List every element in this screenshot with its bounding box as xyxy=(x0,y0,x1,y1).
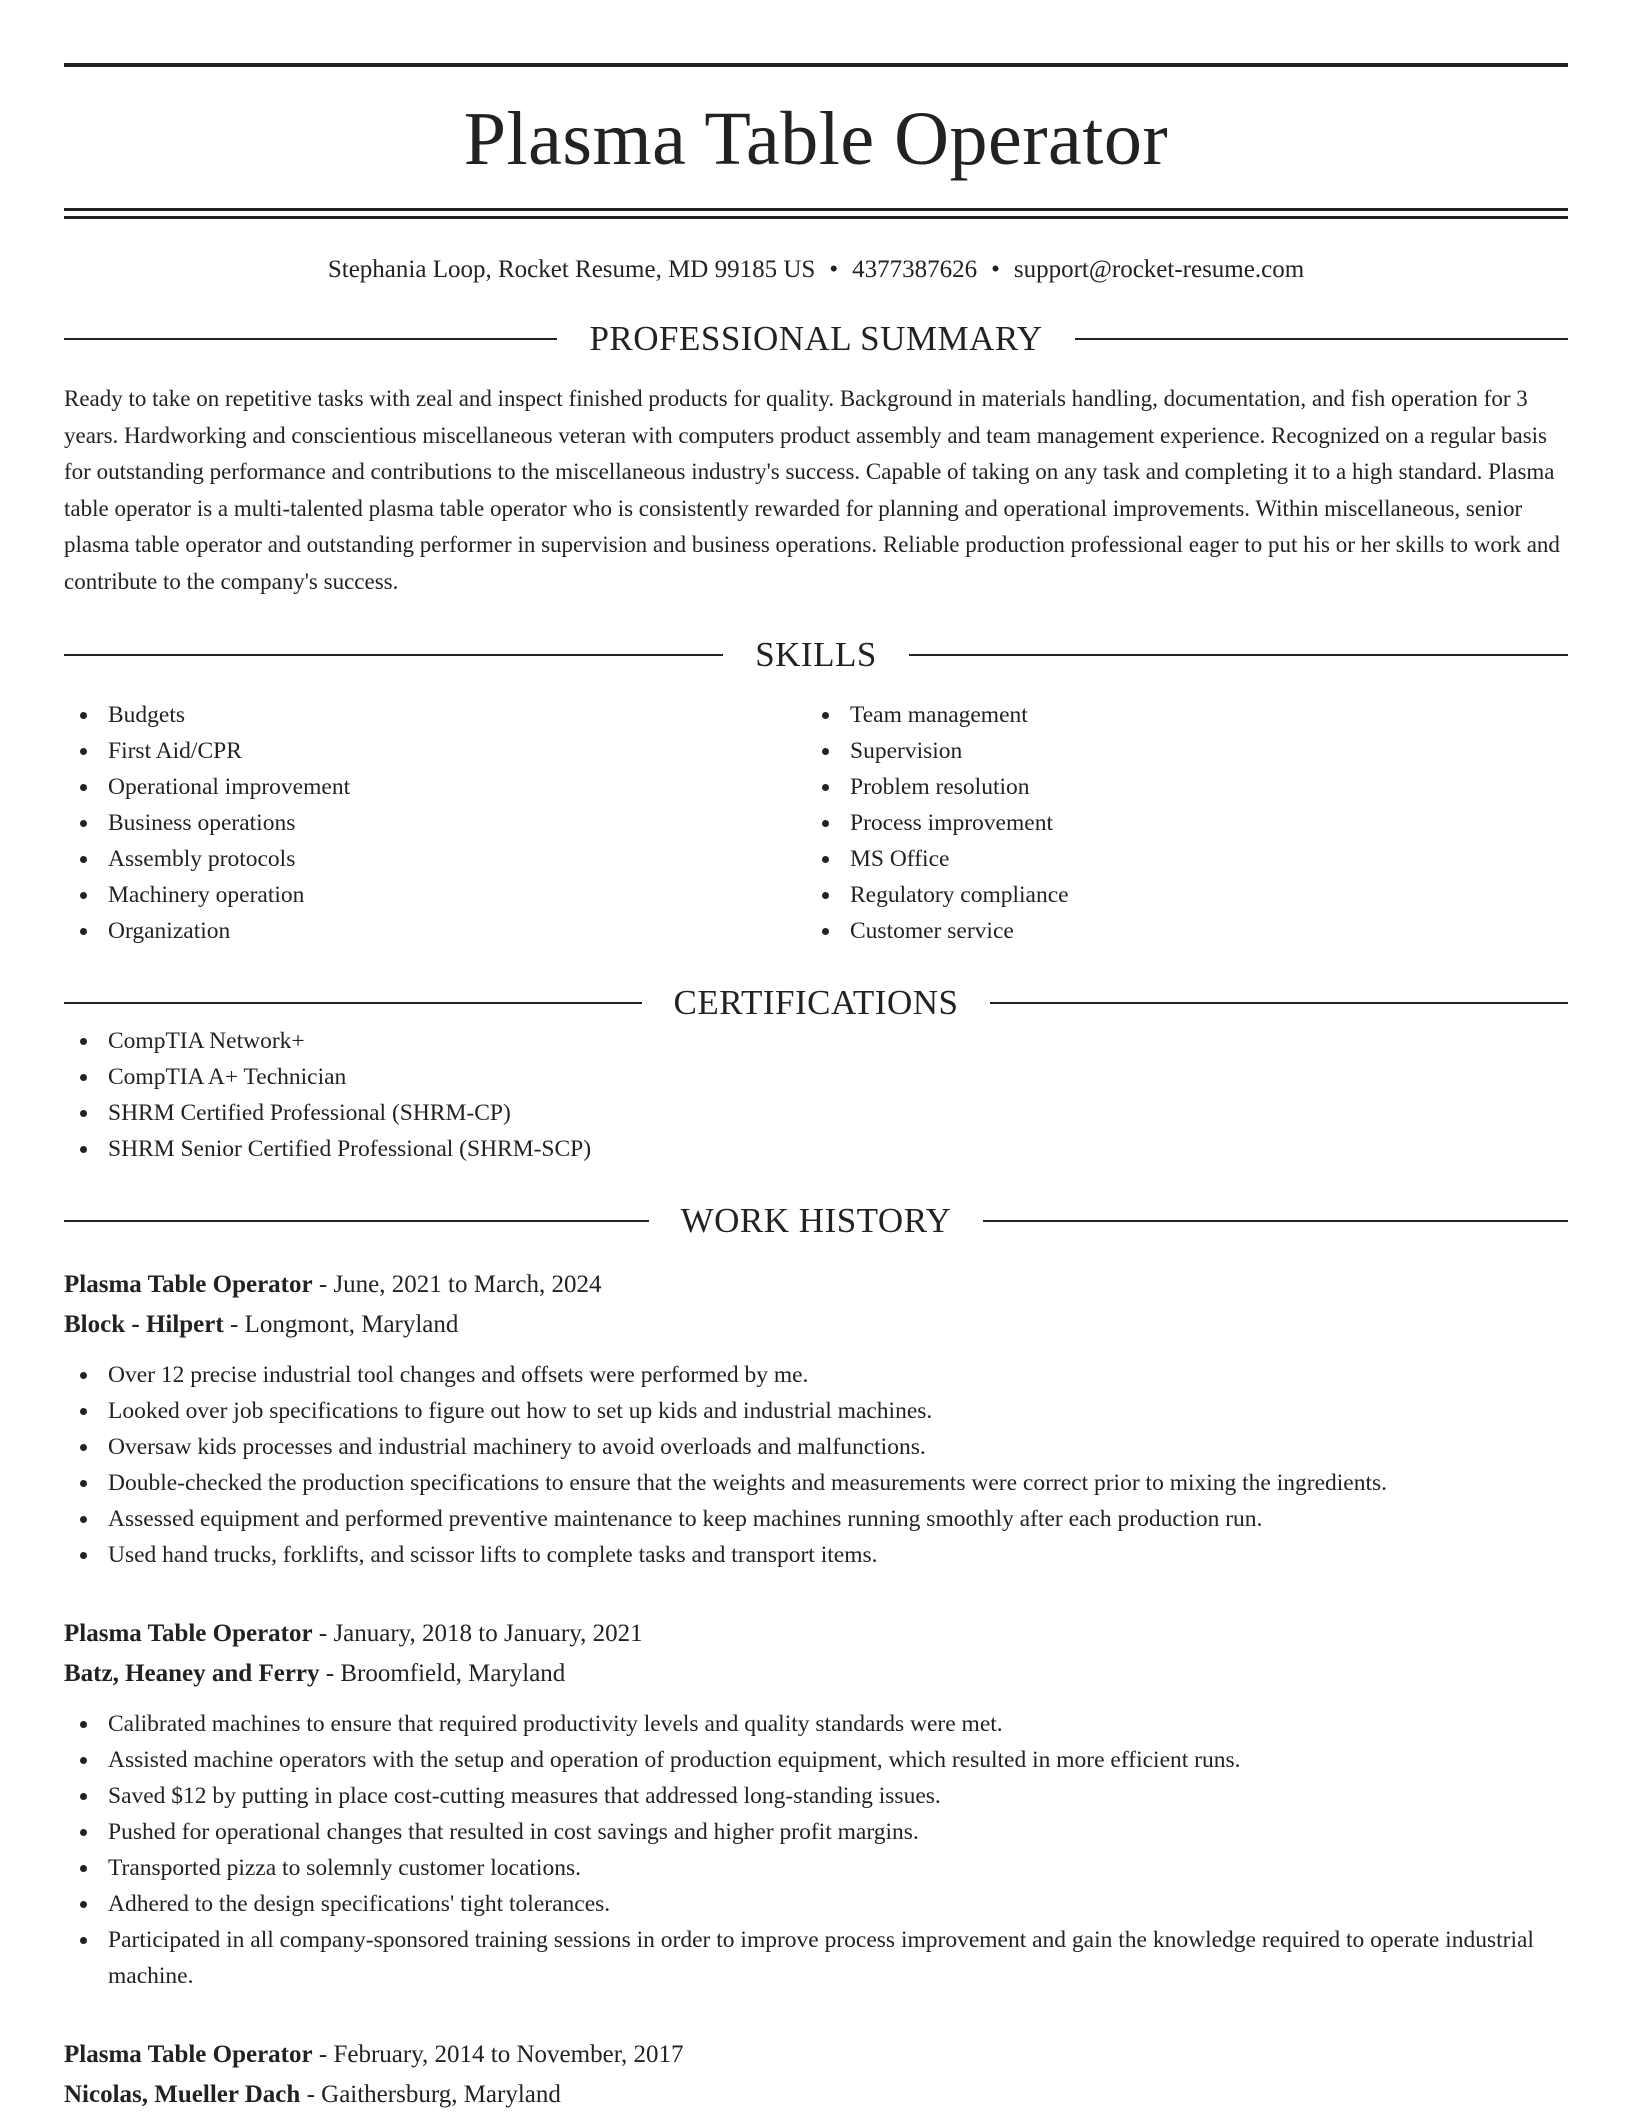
skills-column-left xyxy=(64,697,806,949)
resume-title: Plasma Table Operator xyxy=(463,97,1169,181)
job-bullet: Transported pizza to solemnly customer locations. xyxy=(64,1850,1568,1886)
summary-text: Ready to take on repetitive tasks with zeal and inspect finished products for quality. Background in materials handling, documentation, and fish operation for 3 years. Hardworking and conscientious miscellaneous veteran with computers product assembly and team management experience. Recognized on a regular basis for outstanding performance and contributions to the miscellaneous industry's success. Capable of taking on any task and completing it to a high standard. Plasma table operator is a multi-talented plasma table operator who is consistently rewarded for planning and operational improvements. Within miscellaneous, senior plasma table operator and outstanding performer in supervision and business operations. Reliable production professional eager to put his or her skills to work and contribute to the company's success. xyxy=(64,386,1560,594)
skills-list xyxy=(64,697,1568,949)
job-title-line: Plasma Table Operator - February, 2014 to November, 2017 xyxy=(64,2040,684,2068)
skill-item: Business operations xyxy=(64,805,806,841)
section-title: PROFESSIONAL SUMMARY xyxy=(589,319,1043,358)
job-bullet: Pushed for operational changes that resulted in cost savings and higher profit margins. xyxy=(64,1814,1568,1850)
job-bullet: Assisted machine operators with the setup and operation of production equipment, which resulted in more efficient runs. xyxy=(64,1742,1568,1778)
skill-item: Supervision xyxy=(806,733,1548,769)
heading-rule xyxy=(64,1002,642,1004)
skill-item: Team management xyxy=(806,697,1548,733)
contact-separator: • xyxy=(991,256,1000,283)
contact-address: Stephania Loop, Rocket Resume, MD 99185 US xyxy=(327,256,816,283)
contact-email: support@rocket-resume.com xyxy=(1013,256,1305,283)
job-company-line: Block - Hilpert - Longmont, Maryland xyxy=(64,1310,459,1338)
job-dates: January, 2018 to January, 2021 xyxy=(333,1619,643,1647)
heading-rule xyxy=(64,1220,649,1222)
skill-item: First Aid/CPR xyxy=(64,733,806,769)
job-location: Longmont, Maryland xyxy=(244,1310,459,1338)
job-entry xyxy=(64,1614,1568,1994)
skill-item: Assembly protocols xyxy=(64,841,806,877)
job-bullet: Assessed equipment and performed preventive maintenance to keep machines running smoothly after each production run. xyxy=(64,1501,1568,1537)
job-company-line: Nicolas, Mueller Dach - Gaithersburg, Maryland xyxy=(64,2080,561,2108)
certifications-list xyxy=(64,1023,1568,1167)
job-title: Plasma Table Operator xyxy=(64,1619,313,1647)
job-entry xyxy=(64,1265,1568,1573)
job-company: Block - Hilpert xyxy=(64,1310,224,1338)
job-title: Plasma Table Operator xyxy=(64,2040,313,2068)
job-bullet: Double-checked the production specifications to ensure that the weights and measurements were correct prior to mixing the ingredients. xyxy=(64,1465,1568,1501)
job-bullet: Calibrated machines to ensure that required productivity levels and quality standards were met. xyxy=(64,1706,1568,1742)
job-entry xyxy=(64,2035,1568,2115)
skill-item: Budgets xyxy=(64,697,806,733)
job-dates: June, 2021 to March, 2024 xyxy=(333,1270,602,1298)
skill-item: Operational improvement xyxy=(64,769,806,805)
section-heading-certifications xyxy=(64,983,1568,1023)
job-location: Gaithersburg, Maryland xyxy=(321,2080,561,2108)
job-location: Broomfield, Maryland xyxy=(340,1659,566,1687)
job-bullet: Saved $12 by putting in place cost-cutting measures that addressed long-standing issues. xyxy=(64,1778,1568,1814)
job-bullets xyxy=(64,1706,1568,1994)
contact-separator: • xyxy=(829,256,839,283)
job-company-line: Batz, Heaney and Ferry - Broomfield, Maryland xyxy=(64,1659,566,1687)
job-bullet: Participated in all company-sponsored training sessions in order to improve process improvement and gain the knowledge required to operate industrial machine. xyxy=(64,1922,1568,1994)
job-title-line: Plasma Table Operator - June, 2021 to March, 2024 xyxy=(64,1270,602,1298)
job-company: Nicolas, Mueller Dach xyxy=(64,2080,301,2108)
section-title: SKILLS xyxy=(755,634,877,674)
job-company: Batz, Heaney and Ferry xyxy=(64,1659,320,1687)
section-title: WORK HISTORY xyxy=(680,1200,952,1240)
resume-page xyxy=(64,0,1568,2115)
skill-item: Regulatory compliance xyxy=(806,877,1548,913)
section-title: CERTIFICATIONS xyxy=(673,982,959,1022)
heading-rule xyxy=(990,1002,1568,1004)
certification-item: CompTIA Network+ xyxy=(64,1023,1568,1059)
skills-column-right xyxy=(806,697,1548,949)
job-title: Plasma Table Operator xyxy=(64,1270,313,1298)
skill-item: MS Office xyxy=(806,841,1548,877)
title-double-rule xyxy=(64,208,1568,219)
contact-line xyxy=(64,255,1568,285)
heading-rule xyxy=(64,338,557,340)
job-dates: February, 2014 to November, 2017 xyxy=(333,2040,684,2068)
top-rule xyxy=(64,63,1568,67)
job-bullet: Adhered to the design specifications' tight tolerances. xyxy=(64,1886,1568,1922)
skill-item: Machinery operation xyxy=(64,877,806,913)
skill-item: Customer service xyxy=(806,913,1548,949)
contact-phone: 4377387626 xyxy=(852,256,978,283)
job-bullets xyxy=(64,1357,1568,1573)
section-heading-work-history xyxy=(64,1201,1568,1241)
section-heading-summary xyxy=(64,319,1568,359)
job-bullet: Looked over job specifications to figure out how to set up kids and industrial machines. xyxy=(64,1393,1568,1429)
job-bullet: Oversaw kids processes and industrial machinery to avoid overloads and malfunctions. xyxy=(64,1429,1568,1465)
heading-rule xyxy=(983,1220,1568,1222)
job-bullet: Over 12 precise industrial tool changes and offsets were performed by me. xyxy=(64,1357,1568,1393)
skill-item: Problem resolution xyxy=(806,769,1548,805)
certification-item: SHRM Certified Professional (SHRM-CP) xyxy=(64,1095,1568,1131)
skill-item: Organization xyxy=(64,913,806,949)
heading-rule xyxy=(64,654,723,656)
skill-item: Process improvement xyxy=(806,805,1548,841)
job-title-line: Plasma Table Operator - January, 2018 to January, 2021 xyxy=(64,1619,643,1647)
heading-rule xyxy=(1075,338,1568,340)
section-heading-skills xyxy=(64,635,1568,675)
certification-item: CompTIA A+ Technician xyxy=(64,1059,1568,1095)
job-bullet: Used hand trucks, forklifts, and scissor lifts to complete tasks and transport items. xyxy=(64,1537,1568,1573)
heading-rule xyxy=(909,654,1568,656)
certification-item: SHRM Senior Certified Professional (SHRM-SCP) xyxy=(64,1131,1568,1167)
